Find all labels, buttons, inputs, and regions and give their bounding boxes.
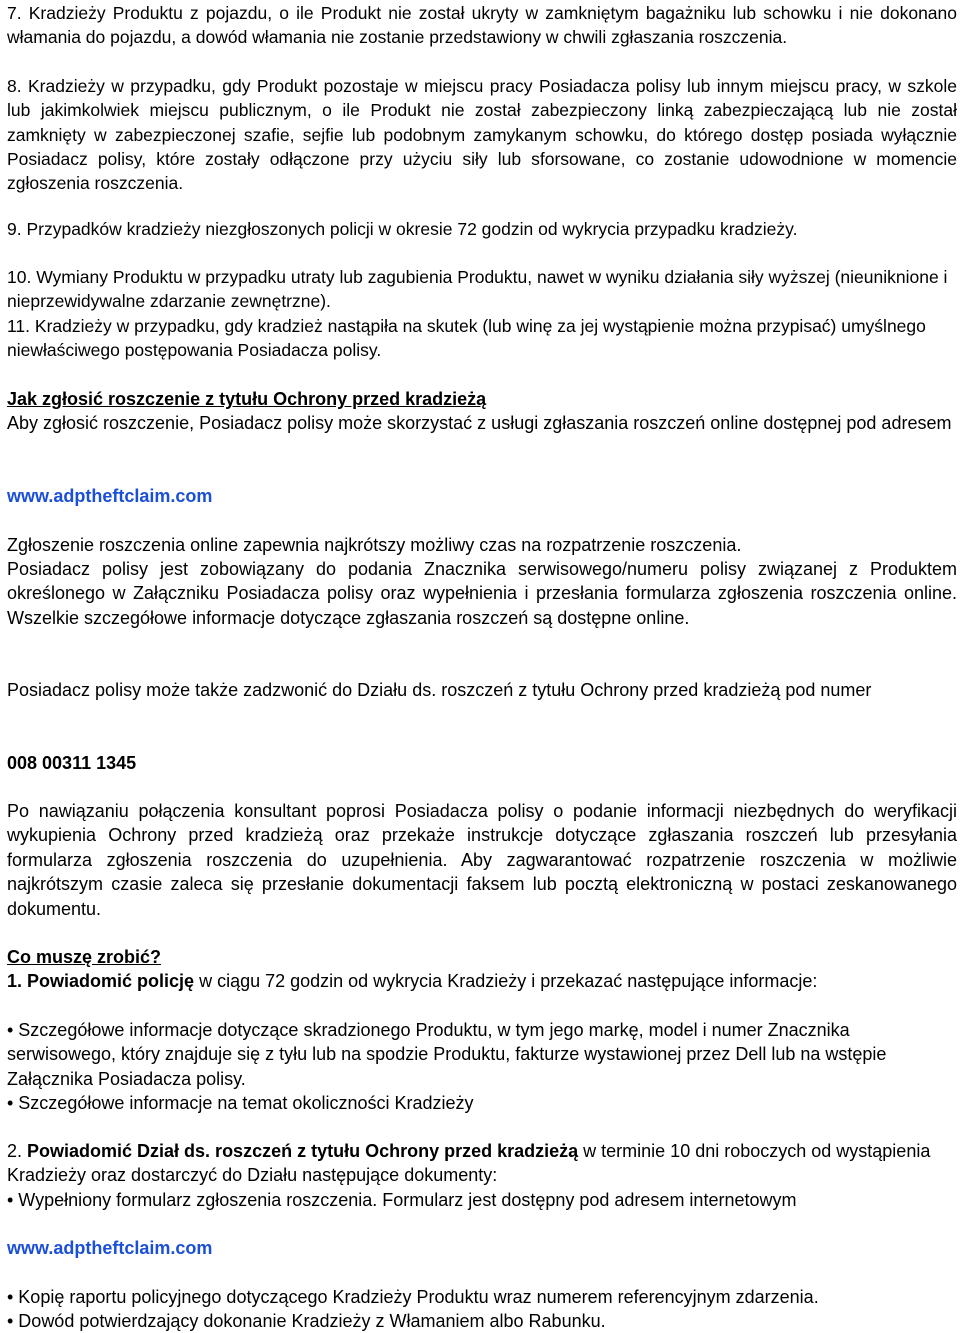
online-note: Zgłoszenie roszczenia online zapewnia najkrótszy możliwy czas na rozpatrzenie roszczenia. <box>7 535 742 555</box>
step-1 <box>7 969 957 993</box>
step-2-number: 2. <box>7 1141 28 1161</box>
adptheftclaim-link-2[interactable]: www.adptheftclaim.com <box>7 1238 213 1258</box>
step-1-lead: 1. Powiadomić policję <box>7 971 195 991</box>
obligation-paragraph: Posiadacz polisy jest zobowiązany do podania Znacznika serwisowego/numeru polisy związanej z Produktem określonego w Załączniku Posiadacza polisy oraz wypełnienia i przesłania formularza zgłoszenia roszczenia online. Wszelkie szczegółowe informacje dotyczące zgłaszania roszczeń są dostępne online. <box>7 559 957 628</box>
step-2-bullet-2: • Dowód potwierdzający dokonanie Kradzieży z Włamaniem albo Rabunku. <box>7 1311 606 1331</box>
step-2-bullet-1: • Kopię raportu policyjnego dotyczącego Kradzieży Produktu wraz numerem referencyjnym zdarzenia. <box>7 1287 819 1307</box>
claim-intro: Aby zgłosić roszczenie, Posiadacz polisy może skorzystać z usługi zgłaszania roszczeń online dostępnej pod adresem <box>7 413 952 433</box>
claim-section-heading: Jak zgłosić roszczenie z tytułu Ochrony przed kradzieżą <box>7 389 487 409</box>
step-2-rest: w terminie 10 dni roboczych od wystąpienia Kradzieży oraz dostarczyć do Działu następujące dokumenty: <box>7 1141 931 1186</box>
step-1-bullet-1: • Szczegółowe informacje dotyczące skradzionego Produktu, w tym jego markę, model i numer Znacznika serwisowego, który znajduje się z tyłu lub na spodzie Produktu, fakturze wystawionej przez Dell lub na wstępie Załącznika Posiadacza polisy. <box>7 1020 887 1089</box>
step-2-bullet-form: • Wypełniony formularz zgłoszenia roszczenia. Formularz jest dostępny pod adresem internetowym <box>7 1190 797 1210</box>
phone-number: 008 00311 1345 <box>7 753 137 773</box>
list-item-9: 9. Przypadków kradzieży niezgłoszonych policji w okresie 72 godzin od wykrycia przypadku kradzieży. <box>7 219 798 239</box>
step-2 <box>7 1139 957 1188</box>
list-item-7: 7. Kradzieży Produktu z pojazdu, o ile Produkt nie został ukryty w zamkniętym bagażniku lub schowku i nie dokonano włamania do pojazdu, a dowód włamania nie zostanie przedstawiony w chwili zgłaszania roszczenia. <box>7 3 957 48</box>
todo-section-heading: Co muszę zrobić? <box>7 947 162 967</box>
step-1-rest: w ciągu 72 godzin od wykrycia Kradzieży i przekazać następujące informacje: <box>194 971 818 991</box>
list-item-10: 10. Wymiany Produktu w przypadku utraty lub zagubienia Produktu, nawet w wyniku działania siły wyższej (nieuniknione i nieprzewidywalne zdarzanie zewnętrzne). <box>7 267 948 312</box>
list-item-8: 8. Kradzieży w przypadku, gdy Produkt pozostaje w miejscu pracy Posiadacza polisy lub innym miejscu pracy, w szkole lub jakimkolwiek miejscu publicznym, o ile Produkt nie został zabezpieczony linką zabezpieczającą lub nie został zamknięty w zabezpieczonej szafie, sejfie lub podobnym zamykanym schowku, do którego dostęp posiada wyłącznie Posiadacz polisy, które zostały odłączone przy użyciu siły lub sforsowane, co zostanie udowodnione w momencie zgłoszenia roszczenia. <box>7 76 957 194</box>
list-item-11: 11. Kradzieży w przypadku, gdy kradzież nastąpiła na skutek (lub winę za jej wystąpienie można przypisać) umyślnego niewłaściwego postępowania Posiadacza polisy. <box>7 316 926 361</box>
claim-link-paragraph <box>7 484 957 508</box>
call-info-paragraph: Po nawiązaniu połączenia konsultant poprosi Posiadacza polisy o podanie informacji niezbędnych do weryfikacji wykupienia Ochrony przed kradzieżą oraz przekaże instrukcje dotyczące zgłaszania roszczeń lub przesyłania formularza zgłoszenia roszczenia do uzupełnienia. Aby zagwarantować rozpatrzenie roszczenia w możliwie najkrótszym czasie zaleca się przesłanie dokumentacji faksem lub pocztą elektroniczną w postaci zeskanowanego dokumentu. <box>7 801 957 919</box>
step-2-link-paragraph <box>7 1236 957 1260</box>
step-1-bullet-2: • Szczegółowe informacje na temat okoliczności Kradzieży <box>7 1093 474 1113</box>
phone-intro: Posiadacz polisy może także zadzwonić do Działu ds. roszczeń z tytułu Ochrony przed kradzieżą pod numer <box>7 680 872 700</box>
step-2-lead: Powiadomić Dział ds. roszczeń z tytułu Ochrony przed kradzieżą <box>27 1141 579 1161</box>
adptheftclaim-link[interactable]: www.adptheftclaim.com <box>7 486 213 506</box>
